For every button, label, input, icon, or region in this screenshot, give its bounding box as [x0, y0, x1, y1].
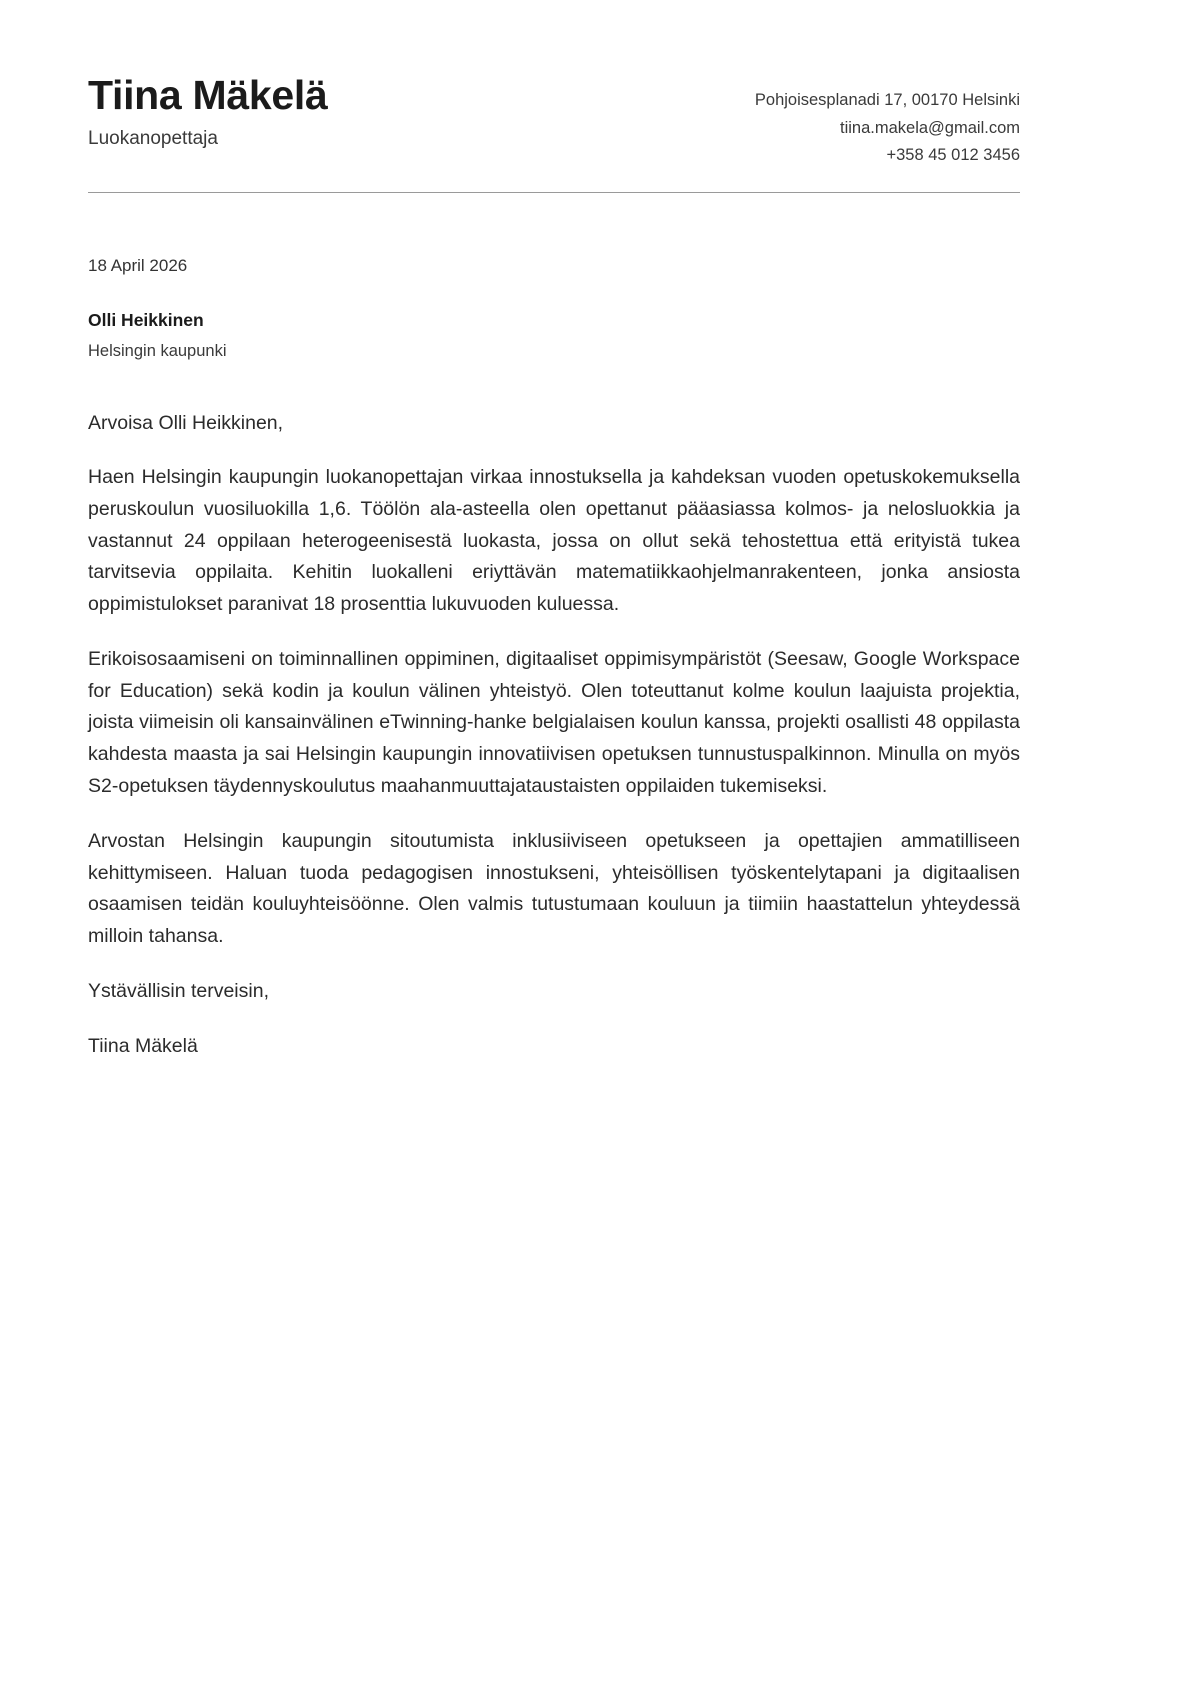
contact-email[interactable]: tiina.makela@gmail.com: [840, 118, 1020, 137]
salutation: Arvoisa Olli Heikkinen,: [88, 412, 284, 435]
contact-address: Pohjoisesplanadi 17, 00170 Helsinki: [754, 91, 1020, 109]
body-paragraph-1: Haen Helsingin kaupungin luokanopettajan virkaa innostuksella ja kahdeksan vuoden opetuskokemuksella peruskoulun vuosiluokilla 1,6. Töölön ala-asteella olen opettanut pääasiassa kolmos- ja nelosluokkia ja vastannut 24 oppilaan heterogeenisestä luokasta, jossa on ollut sekä tehostettua että erityistä tukea tarvitsevia oppilaita. Kehitin luokalleni eriyttävän matematiikkaohjelmanrakenteen, jonka ansiosta oppimistulokset paranivat 18 prosenttia lukuvuoden kuluessa.: [88, 466, 1020, 615]
body-paragraph-2: Erikoisosaamiseni on toiminnallinen oppiminen, digitaaliset oppimisympäristöt (Seesaw, Google Workspace for Education) sekä kodin ja koulun välinen yhteistyö. Olen toteuttanut kolme koulun laajuista projektia, joista viimeisin oli kansainvälinen eTwinning-hanke belgialaisen koulun kanssa, projekti osallisti 48 oppilasta kahdesta maasta ja sai Helsingin kaupungin innovatiivisen opetuksen tunnustuspalkinnon. Minulla on myös S2-opetuksen täydennyskoulutus maahanmuuttajataustaisten oppilaiden tukemiseksi.: [88, 648, 1020, 797]
recipient-name: Olli Heikkinen: [88, 310, 204, 331]
job-title: Luokanopettaja: [88, 128, 218, 150]
recipient-block: [88, 309, 1020, 362]
closing-phrase: Ystävällisin terveisin,: [88, 980, 269, 1003]
letter-date: 18 April 2026: [88, 256, 188, 276]
letter-body: [88, 408, 1020, 1061]
contact-phone[interactable]: +358 45 012 3456: [886, 146, 1020, 165]
recipient-organization: Helsingin kaupunki: [88, 341, 227, 360]
letter-content: [88, 0, 1020, 1061]
identity-block: [88, 74, 327, 151]
contact-block: [755, 74, 1020, 170]
body-paragraph-3: Arvostan Helsingin kaupungin sitoutumista inklusiiviseen opetukseen ja opettajien ammatilliseen kehittymiseen. Haluan tuoda pedagogisen innostukseni, yhteisöllisen työskentelytapani ja digitaalisen osaamisen teidän kouluyhteisöönne. Olen valmis tutustumaan kouluun ja tiimiin haastattelun yhteydessä milloin tahansa.: [88, 830, 1020, 947]
signature-name: Tiina Mäkelä: [88, 1034, 198, 1057]
letter-meta: [88, 255, 1020, 362]
letter-header: [88, 0, 1020, 170]
header-divider: [88, 192, 1020, 193]
page-title: Tiina Mäkelä: [88, 72, 328, 118]
